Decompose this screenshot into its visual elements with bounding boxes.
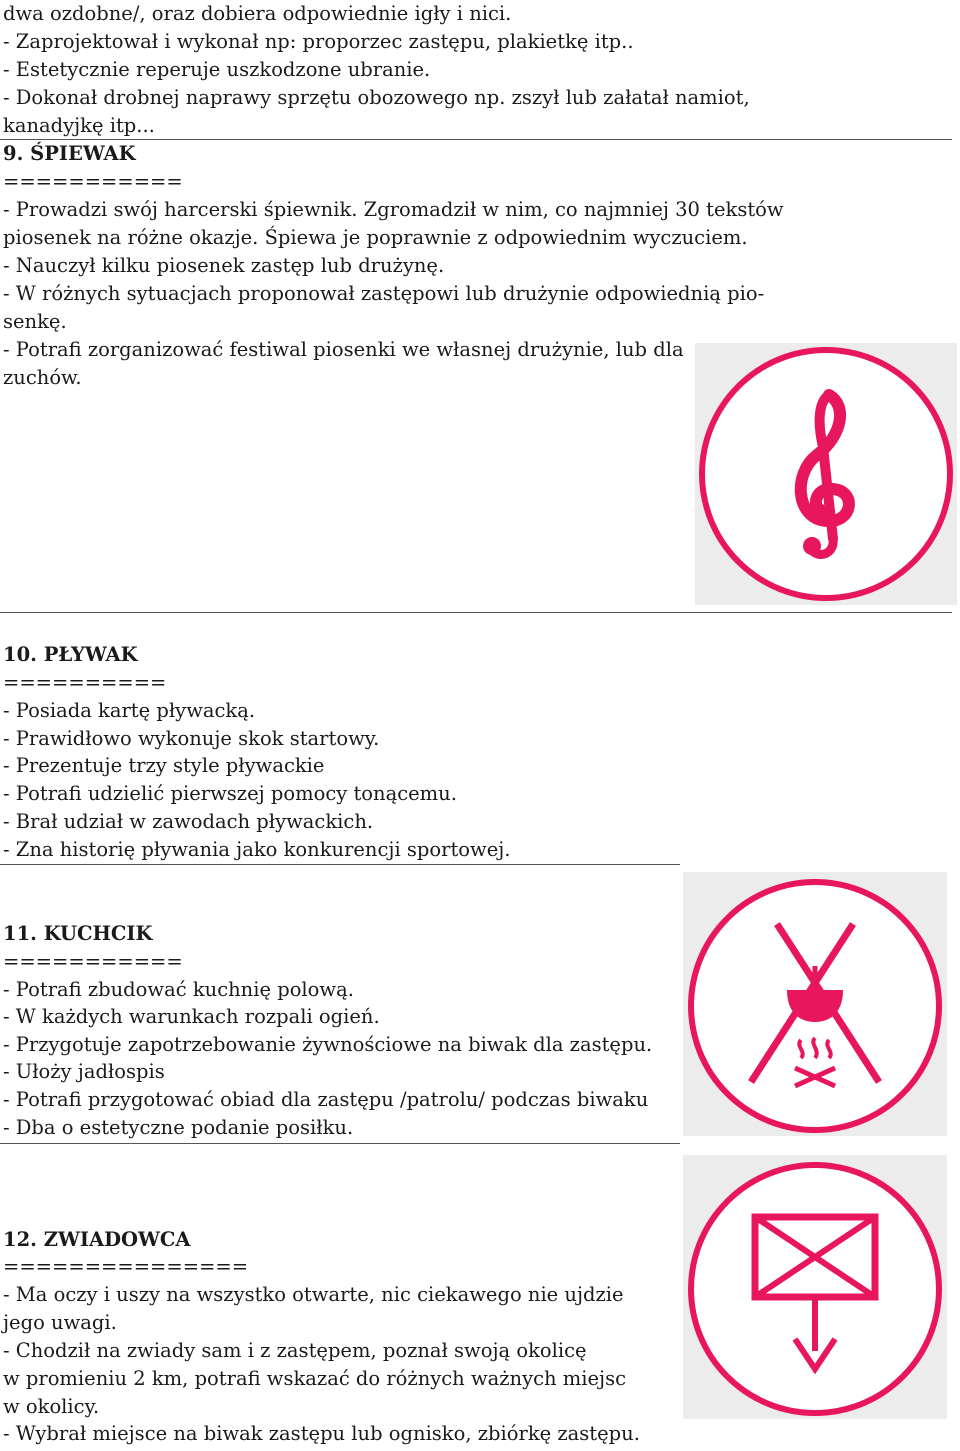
section-heading-zwiadowca: 12. ZWIADOWCA: [3, 1228, 191, 1251]
badge-kuchcik: [683, 872, 947, 1136]
requirement-line: - W różnych sytuacjach proponował zastępowi lub drużynie odpowiednią pio-: [3, 282, 765, 305]
intro-line: - Zaprojektował i wykonał np: proporzec zastępu, plakietkę itp..: [3, 30, 634, 53]
intro-line: dwa ozdobne/, oraz dobiera odpowiednie igły i nici.: [3, 2, 512, 25]
requirement-line: - Ma oczy i uszy na wszystko otwarte, nic ciekawego nie ujdzie: [3, 1283, 624, 1306]
section-heading-kuchcik: 11. KUCHCIK: [3, 922, 153, 945]
section-separator: ==========: [3, 671, 167, 694]
requirement-line: - Chodził na zwiady sam i z zastępem, poznał swoją okolicę: [3, 1339, 587, 1362]
requirement-line: piosenek na różne okazje. Śpiewa je poprawnie z odpowiednim wyczuciem.: [3, 226, 748, 249]
requirement-line: - Potrafi zbudować kuchnię polową.: [3, 978, 354, 1001]
section-heading-spiewak: 9. ŚPIEWAK: [3, 142, 136, 165]
treble-clef-icon: [695, 343, 957, 605]
requirement-line: w promieniu 2 km, potrafi wskazać do różnych ważnych miejsc: [3, 1367, 627, 1390]
intro-line: kanadyjkę itp...: [3, 114, 155, 137]
badge-zwiadowca: [683, 1155, 947, 1419]
requirement-line: jego uwagi.: [3, 1311, 117, 1334]
requirement-line: - Posiada kartę pływacką.: [3, 699, 256, 722]
intro-line: - Dokonał drobnej naprawy sprzętu obozowego np. zszył lub załatał namiot,: [3, 86, 750, 109]
requirement-line: - Przygotuje zapotrzebowanie żywnościowe na biwak dla zastępu.: [3, 1033, 653, 1056]
requirement-line: senkę.: [3, 310, 67, 333]
requirement-line: - W każdych warunkach rozpali ogień.: [3, 1005, 380, 1028]
requirement-line: - Zna historię pływania jako konkurencji sportowej.: [3, 838, 511, 861]
requirement-line: - Nauczył kilku piosenek zastęp lub drużynę.: [3, 254, 445, 277]
section-divider: [0, 1143, 680, 1144]
requirement-line: - Prawidłowo wykonuje skok startowy.: [3, 727, 380, 750]
section-divider: [0, 139, 952, 140]
requirement-line: - Potrafi zorganizować festiwal piosenki we własnej drużynie, lub dla: [3, 338, 684, 361]
envelope-arrow-icon: [683, 1155, 947, 1419]
requirement-line: zuchów.: [3, 366, 82, 389]
section-separator: ===============: [3, 1255, 249, 1278]
requirement-line: - Potrafi udzielić pierwszej pomocy tonącemu.: [3, 782, 457, 805]
section-separator: ===========: [3, 170, 183, 193]
requirement-line: - Prowadzi swój harcerski śpiewnik. Zgromadził w nim, co najmniej 30 tekstów: [3, 198, 784, 221]
requirement-line: - Ułoży jadłospis: [3, 1060, 165, 1083]
badge-spiewak: [695, 343, 957, 605]
section-divider: [0, 864, 680, 865]
intro-line: - Estetycznie reperuje uszkodzone ubranie.: [3, 58, 431, 81]
requirement-line: - Dba o estetyczne podanie posiłku.: [3, 1116, 354, 1139]
section-heading-plywak: 10. PŁYWAK: [3, 643, 138, 666]
requirement-line: - Potrafi przygotować obiad dla zastępu /patrolu/ podczas biwaku: [3, 1088, 649, 1111]
requirement-line: - Wybrał miejsce na biwak zastępu lub ognisko, zbiórkę zastępu.: [3, 1422, 640, 1445]
section-divider: [0, 612, 952, 613]
campfire-pot-icon: [683, 872, 947, 1136]
requirement-line: - Brał udział w zawodach pływackich.: [3, 810, 374, 833]
requirement-line: - Prezentuje trzy style pływackie: [3, 754, 325, 777]
section-separator: ===========: [3, 950, 183, 973]
requirement-line: w okolicy.: [3, 1395, 100, 1418]
